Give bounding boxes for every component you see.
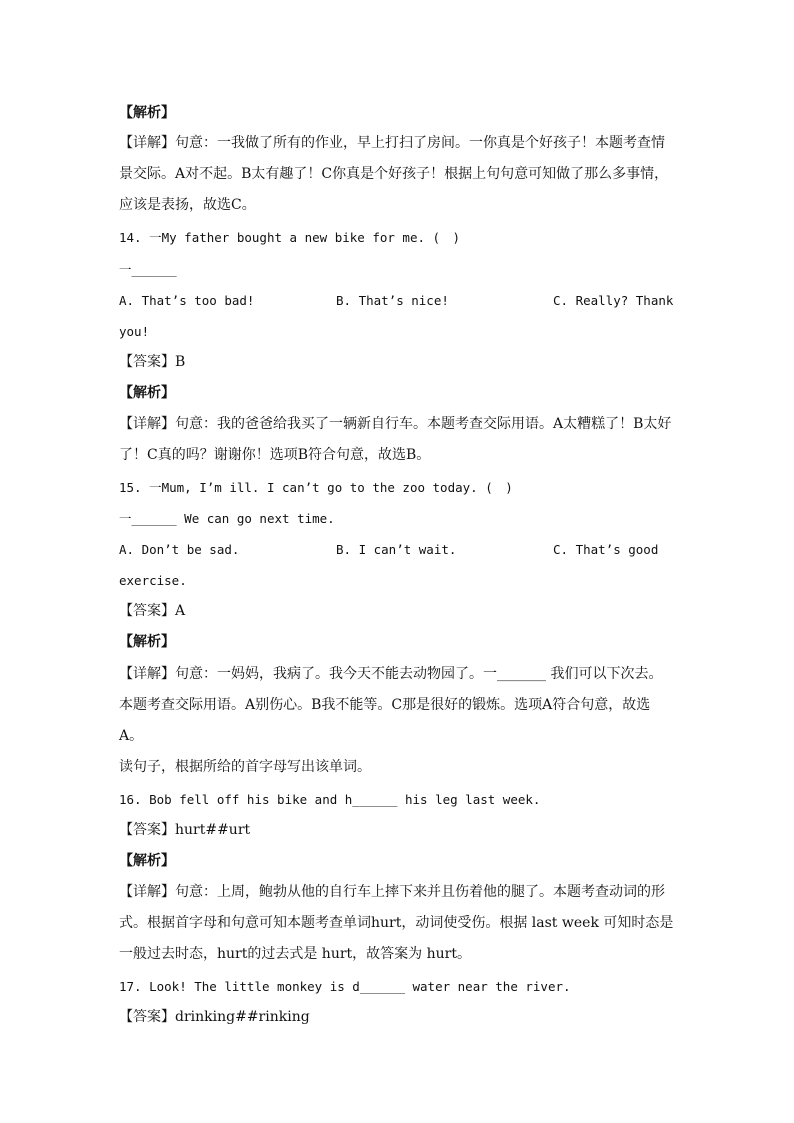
answer-16: 【答案】hurt##urt <box>119 822 251 838</box>
option-c: C. Really? Thank <box>553 293 674 308</box>
detail-line: 【详解】句意：一妈妈，我病了。我今天不能去动物园了。一_______ 我们可以下次去。 <box>119 666 663 682</box>
option-a: A. Don’t be sad. <box>119 542 240 557</box>
detail-line: 一般过去时态，hurt的过去式是 hurt，故答案为 hurt。 <box>119 946 471 962</box>
answer-14: 【答案】B <box>119 354 186 370</box>
answer-15: 【答案】A <box>119 603 186 619</box>
question-15: 15. 一Mum, I’m ill. I can’t go to the zoo today. ( ) <box>119 480 513 495</box>
question-14: 14. 一My father bought a new bike for me. ( ) <box>119 230 461 245</box>
option-c-cont: you! <box>119 324 150 339</box>
option-a: A. That’s too bad! <box>119 293 255 308</box>
question-17: 17. Look! The little monkey is d______ water near the river. <box>119 979 571 994</box>
detail-line: 【详解】句意：上周，鲍勃从他的自行车上摔下来并且伤着他的腿了。本题考查动词的形 <box>119 884 665 900</box>
detail-line: 【详解】句意：一我做了所有的作业，早上打扫了房间。一你真是个好孩子！本题考查情 <box>119 135 665 151</box>
detail-line: 【详解】句意：我的爸爸给我买了一辆新自行车。本题考查交际用语。A太糟糕了！B太好 <box>119 416 672 432</box>
detail-line: 景交际。A对不起。B太有趣了！C你真是个好孩子！根据上句句意可知做了那么多事情， <box>119 166 669 182</box>
instruction: 读句子，根据所给的首字母写出该单词。 <box>119 759 371 775</box>
option-c: C. That’s good <box>553 542 659 557</box>
analysis-heading: 【解析】 <box>119 634 175 650</box>
analysis-heading: 【解析】 <box>119 105 175 121</box>
detail-line: 应该是表扬，故选C。 <box>119 197 256 213</box>
option-b: B. That’s nice! <box>336 293 449 308</box>
option-b: B. I can’t wait. <box>336 542 457 557</box>
question-16: 16. Bob fell off his bike and h______ his leg last week. <box>119 792 541 807</box>
analysis-heading: 【解析】 <box>119 385 175 401</box>
question-15-blank: 一______ We can go next time. <box>119 511 335 526</box>
answer-17: 【答案】drinking##rinking <box>119 1009 310 1025</box>
detail-line: 本题考查交际用语。A别伤心。B我不能等。C那是很好的锻炼。选项A符合句意，故选 <box>119 697 651 713</box>
question-14-blank: 一______ <box>119 262 177 277</box>
detail-line: 了！C真的吗？谢谢你！选项B符合句意，故选B。 <box>119 447 431 463</box>
detail-line: 式。根据首字母和句意可知本题考查单词hurt，动词使受伤。根据 last week 可知时态是 <box>119 915 674 931</box>
detail-line: A。 <box>119 728 144 744</box>
analysis-heading: 【解析】 <box>119 853 175 869</box>
option-c-cont: exercise. <box>119 573 187 588</box>
